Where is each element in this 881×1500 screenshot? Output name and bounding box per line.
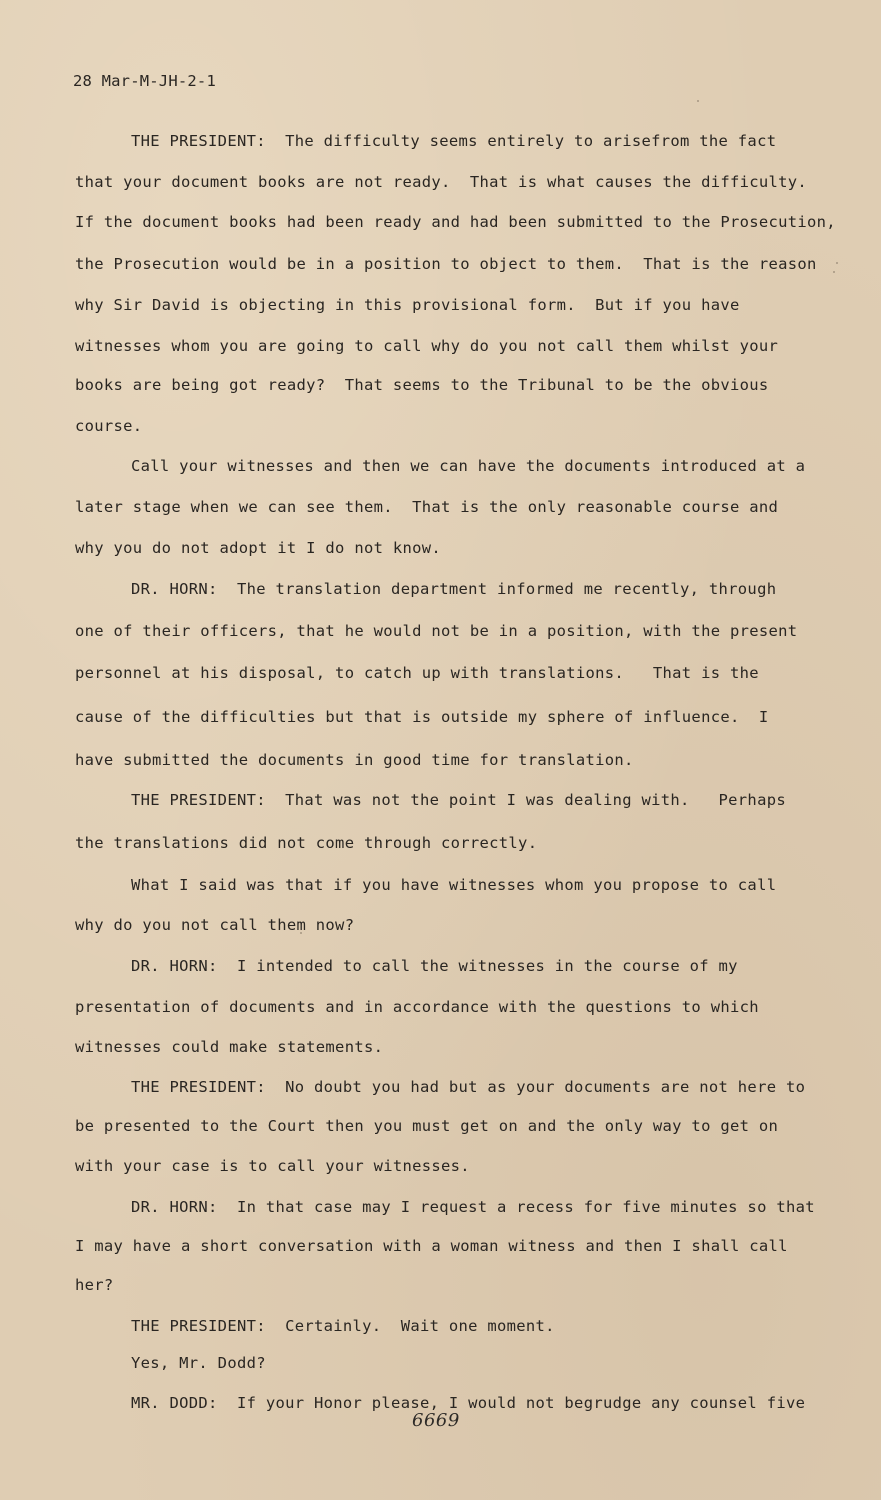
- text-line-18: the translations did not come through correctly.: [75, 834, 538, 852]
- paper-speck: [836, 262, 838, 264]
- text-line-3: If the document books had been ready and had been submitted to the Prosecution,: [75, 213, 836, 231]
- text-line-6: witnesses whom you are going to call why do you not call them whilst your: [75, 337, 779, 355]
- text-line-31: Yes, Mr. Dodd?: [131, 1354, 266, 1372]
- text-line-7: books are being got ready? That seems to the Tribunal to be the obvious: [75, 376, 769, 394]
- text-line-24: THE PRESIDENT: No doubt you had but as your documents are not here to: [131, 1078, 806, 1096]
- text-line-17: THE PRESIDENT: That was not the point I was dealing with. Perhaps: [131, 791, 786, 809]
- text-line-9: Call your witnesses and then we can have the documents introduced at a: [131, 457, 806, 475]
- page-number: 6669: [412, 1410, 460, 1431]
- text-line-1: THE PRESIDENT: The difficulty seems entirely to arisefrom the fact: [131, 132, 777, 150]
- text-line-14: personnel at his disposal, to catch up with translations. That is the: [75, 664, 759, 682]
- text-line-10: later stage when we can see them. That is the only reasonable course and: [75, 498, 779, 516]
- text-line-4: the Prosecution would be in a position to object to them. That is the reason: [75, 255, 817, 273]
- text-line-27: DR. HORN: In that case may I request a recess for five minutes so that: [131, 1198, 815, 1216]
- paper-speck: [300, 932, 302, 934]
- text-line-22: presentation of documents and in accordance with the questions to which: [75, 998, 759, 1016]
- text-line-15: cause of the difficulties but that is outside my sphere of influence. I: [75, 708, 769, 726]
- text-line-13: one of their officers, that he would not be in a position, with the present: [75, 622, 798, 640]
- document-header: 28 Mar-M-JH-2-1: [73, 72, 216, 90]
- text-line-32: MR. DODD: If your Honor please, I would not begrudge any counsel five: [131, 1394, 806, 1412]
- text-line-20: why do you not call them now?: [75, 916, 355, 934]
- text-line-12: DR. HORN: The translation department informed me recently, through: [131, 580, 777, 598]
- text-line-23: witnesses could make statements.: [75, 1038, 384, 1056]
- text-line-21: DR. HORN: I intended to call the witnesses in the course of my: [131, 957, 738, 975]
- paper-speck: [697, 100, 699, 102]
- text-line-8: course.: [75, 417, 143, 435]
- text-line-29: her?: [75, 1276, 114, 1294]
- text-line-19: What I said was that if you have witnesses whom you propose to call: [131, 876, 777, 894]
- text-line-16: have submitted the documents in good time for translation.: [75, 751, 634, 769]
- text-line-26: with your case is to call your witnesses.: [75, 1157, 470, 1175]
- text-line-11: why you do not adopt it I do not know.: [75, 539, 442, 557]
- text-line-25: be presented to the Court then you must get on and the only way to get on: [75, 1117, 779, 1135]
- text-line-28: I may have a short conversation with a woman witness and then I shall call: [75, 1237, 788, 1255]
- paper-speck: [833, 271, 835, 273]
- text-line-30: THE PRESIDENT: Certainly. Wait one moment.: [131, 1317, 555, 1335]
- text-line-2: that your document books are not ready. That is what causes the difficulty.: [75, 173, 808, 191]
- text-line-5: why Sir David is objecting in this provisional form. But if you have: [75, 296, 740, 314]
